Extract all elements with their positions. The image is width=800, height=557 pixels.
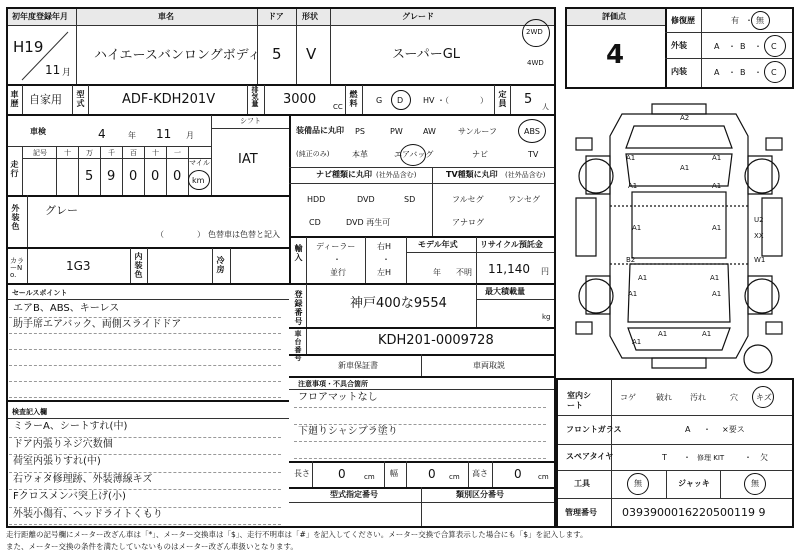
footer-line-2: また、メーター交換の条件を満たしていないものはメーター改ざん車扱いとなります。 bbox=[6, 542, 298, 551]
length: 0 bbox=[338, 467, 346, 481]
chassis: KDH201-0009728 bbox=[378, 333, 494, 348]
tv-label: TV種類に丸印 bbox=[446, 170, 498, 179]
glass-a: A bbox=[685, 425, 691, 434]
mileage-label: 走行 bbox=[10, 160, 19, 178]
displacement-label: 排気量 bbox=[251, 86, 259, 107]
inspector-label: 検査記入欄 bbox=[12, 408, 47, 416]
navi-cd: CD bbox=[309, 218, 321, 227]
color-note-open: （ bbox=[156, 230, 164, 239]
color-note: 色替車は色替と記入 bbox=[208, 230, 280, 239]
rating-label: 評価点 bbox=[602, 12, 626, 21]
color-no-label: カラーNo. bbox=[10, 257, 24, 279]
control-no: 0393900016220500119 9 bbox=[622, 506, 766, 519]
seat-stain: 汚れ bbox=[690, 393, 706, 402]
jack-label: ジャッキ bbox=[678, 479, 710, 488]
seat-scratch: キズ bbox=[756, 393, 772, 402]
digit-label: 万 bbox=[86, 149, 93, 157]
doors: 5 bbox=[272, 45, 282, 63]
drive-4wd: 4WD bbox=[527, 59, 544, 67]
equipment-label: 装備品に丸印 bbox=[296, 126, 344, 135]
equip-tv: TV bbox=[528, 150, 539, 159]
length-label: 長さ bbox=[294, 469, 310, 478]
door-label: ドア bbox=[268, 12, 284, 21]
fuel-g: G bbox=[376, 96, 383, 105]
wheel-rr bbox=[745, 279, 779, 313]
jack-value: 無 bbox=[751, 479, 759, 488]
rating-value: 4 bbox=[606, 40, 625, 70]
width: 0 bbox=[428, 467, 436, 481]
ext-dot2: ・ bbox=[754, 42, 762, 51]
fuel-d: D bbox=[397, 96, 404, 105]
fuel-label: 燃料 bbox=[349, 90, 358, 108]
recycle: 11,140 bbox=[488, 262, 530, 276]
damage-mark: A1 bbox=[628, 182, 638, 190]
equip-sunroof: サンルーフ bbox=[458, 127, 497, 136]
damage-mark: A1 bbox=[712, 182, 722, 190]
reg-month-unit: 月 bbox=[62, 68, 72, 78]
tool-value: 無 bbox=[634, 479, 642, 488]
manual: 車両取説 bbox=[473, 361, 505, 370]
footer-line-1: 走行距離の記号欄にメーター改ざん車は「*」、メーター交換車は「$」、走行不明車は「#」を記入してください。メーター交換で合算表示した場合にも「$」を記入します。 bbox=[6, 530, 588, 539]
ext-dot1: ・ bbox=[728, 42, 736, 51]
spare-wheel bbox=[744, 345, 772, 373]
damage-mark: A1 bbox=[712, 154, 722, 162]
damage-mark: A1 bbox=[712, 290, 722, 298]
digit-label: 一 bbox=[174, 149, 181, 157]
import-dealer: ディーラー bbox=[316, 242, 356, 251]
equipment-sub: (純正のみ) bbox=[296, 150, 330, 158]
glass-x: ×要ス bbox=[722, 425, 745, 434]
int-dot1: ・ bbox=[728, 68, 736, 77]
width-label: 幅 bbox=[390, 469, 398, 478]
sales-label: セールスポイント bbox=[12, 289, 68, 297]
shape: V bbox=[306, 45, 317, 63]
equip-abs: ABS bbox=[524, 127, 540, 136]
model-year-unit: 年 bbox=[433, 268, 441, 277]
spare-none: 欠 bbox=[760, 453, 768, 462]
inspection-label: 車検 bbox=[30, 127, 46, 136]
interior-label: 内装 bbox=[671, 67, 687, 76]
navi-label: ナビ種類に丸印 bbox=[316, 170, 372, 179]
fuel-close: ） bbox=[480, 96, 488, 105]
text-line: 助手席エアバック、両側スライドドア bbox=[13, 319, 182, 330]
spare-dot: ・ bbox=[683, 453, 691, 462]
text-line: 下廻りシャシブラ塗り bbox=[298, 426, 398, 437]
shape-label: 形状 bbox=[302, 12, 318, 21]
reg-month: 11 bbox=[45, 63, 61, 77]
capacity: 5 bbox=[524, 92, 533, 107]
text-line: フロアマットなし bbox=[298, 392, 378, 403]
wheel-fr bbox=[745, 159, 779, 193]
model-year-value: 不明 bbox=[456, 268, 472, 277]
displacement: 3000 bbox=[283, 92, 317, 107]
tool-label: 工具 bbox=[574, 479, 590, 488]
category-label: 類別区分番号 bbox=[456, 490, 504, 499]
ac-label: 冷房 bbox=[216, 256, 225, 274]
height-unit: cm bbox=[538, 473, 549, 481]
ext-color: グレー bbox=[45, 204, 78, 217]
reg-number: 神戸400な9554 bbox=[350, 296, 447, 311]
spare-label: スペアタイヤ bbox=[566, 452, 614, 461]
digit-label: 十 bbox=[152, 149, 159, 157]
damage-mark: A1 bbox=[680, 164, 690, 172]
text-line: 外装小傷有、ヘッドライトくもり bbox=[13, 508, 163, 520]
glass-dot: ・ bbox=[703, 425, 711, 434]
model-year-label: モデル年式 bbox=[418, 240, 458, 249]
navi-dvd-play: DVD 再生可 bbox=[346, 218, 391, 227]
damage-mark: W1 bbox=[754, 256, 766, 264]
ext-c: C bbox=[771, 42, 777, 51]
damage-mark: A1 bbox=[712, 224, 722, 232]
repair-dot: ・ bbox=[745, 16, 753, 25]
seat-hole: 穴 bbox=[730, 393, 738, 402]
navi-dvd: DVD bbox=[357, 195, 375, 204]
fuel-hv: HV ・（ bbox=[423, 96, 450, 105]
wheel-rl bbox=[579, 279, 613, 313]
seat-label: 室内シート bbox=[567, 391, 591, 410]
load-unit: kg bbox=[542, 313, 551, 321]
model: ADF-KDH201V bbox=[122, 92, 216, 107]
mileage-digit: 0 bbox=[173, 169, 182, 184]
load-label: 最大積載量 bbox=[485, 287, 525, 296]
ext-a: A bbox=[714, 42, 720, 51]
text-line: 荷室内張りすれ(中) bbox=[13, 456, 101, 467]
equip-navi: ナビ bbox=[472, 150, 488, 159]
int-dot2: ・ bbox=[754, 68, 762, 77]
color-note-close: ） bbox=[197, 230, 205, 239]
mileage-digit: 9 bbox=[107, 169, 116, 184]
repair-no: 無 bbox=[756, 16, 764, 25]
equip-ps: PS bbox=[355, 127, 365, 136]
type-label: 型式指定番号 bbox=[330, 490, 378, 499]
int-a: A bbox=[714, 68, 720, 77]
glass-label: フロントガラス bbox=[566, 425, 622, 434]
car-name: ハイエースバンロングボディ bbox=[94, 48, 261, 63]
inspection-month-unit: 月 bbox=[186, 131, 194, 140]
name-label: 車名 bbox=[158, 12, 174, 21]
import-parallel: 並行 bbox=[330, 268, 346, 277]
year-label: 初年度登録年月 bbox=[12, 12, 68, 21]
vehicle-damage-diagram bbox=[562, 96, 796, 378]
capacity-label: 定員 bbox=[498, 90, 507, 108]
navi-sub: (社外品含む) bbox=[376, 171, 417, 179]
model-label: 型式 bbox=[76, 90, 85, 108]
spare-repair: 修理 KIT bbox=[697, 454, 725, 462]
height: 0 bbox=[514, 467, 522, 481]
warranty: 新車保証書 bbox=[338, 361, 378, 370]
mileage-digit: 0 bbox=[129, 169, 138, 184]
damage-mark: A1 bbox=[628, 290, 638, 298]
text-line: 右ウォタ修理跡、外装薄線キズ bbox=[13, 473, 153, 485]
int-color-label: 内装色 bbox=[134, 252, 143, 279]
spare-dot2: ・ bbox=[744, 453, 752, 462]
chassis-label: 車台番号 bbox=[294, 330, 302, 362]
cc-unit: CC bbox=[333, 103, 343, 111]
length-unit: cm bbox=[364, 473, 375, 481]
damage-mark: A1 bbox=[658, 330, 668, 338]
damage-mark: B2 bbox=[626, 256, 636, 264]
wheel-fl bbox=[579, 159, 613, 193]
equip-pw: PW bbox=[390, 127, 403, 136]
tv-oneseg: ワンセグ bbox=[508, 195, 540, 204]
text-line: Fクロスメンバ突上げ(小) bbox=[13, 491, 126, 502]
km-label: km bbox=[192, 176, 205, 185]
mileage-digit: 0 bbox=[151, 169, 160, 184]
ext-b: B bbox=[740, 42, 746, 51]
damage-mark: A1 bbox=[632, 338, 642, 346]
width-unit: cm bbox=[449, 473, 460, 481]
import-label: 輸入 bbox=[294, 244, 303, 262]
grade: スーパーGL bbox=[392, 47, 461, 62]
tv-fullseg: フルセグ bbox=[452, 195, 484, 204]
inspection-month: 11 bbox=[156, 127, 172, 141]
import-rh: 右H bbox=[377, 242, 392, 251]
import-dot: ・ bbox=[333, 255, 341, 264]
inspection-year-unit: 年 bbox=[128, 131, 136, 140]
text-line: エアB、ABS、キーレス bbox=[13, 303, 120, 314]
height-label: 高さ bbox=[472, 469, 488, 478]
seat-tear: 破れ bbox=[656, 393, 672, 402]
damage-mark: A2 bbox=[680, 114, 690, 122]
shift-label: シフト bbox=[240, 117, 261, 125]
damage-mark: XX bbox=[754, 232, 764, 240]
symbol-label: 記号 bbox=[33, 149, 47, 157]
spare-t: T bbox=[662, 453, 667, 462]
int-c: C bbox=[771, 68, 777, 77]
color-no: 1G3 bbox=[66, 259, 91, 273]
navi-sd: SD bbox=[404, 195, 416, 204]
equip-aw: AW bbox=[423, 127, 436, 136]
era-year: H19 bbox=[13, 38, 44, 56]
tv-analog: アナログ bbox=[452, 218, 484, 227]
reg-label: 登録番号 bbox=[294, 290, 303, 326]
import-dot2: ・ bbox=[382, 255, 390, 264]
recycle-unit: 円 bbox=[541, 267, 549, 276]
capacity-unit: 人 bbox=[542, 103, 549, 111]
damage-mark: A1 bbox=[710, 274, 720, 282]
damage-mark: U2 bbox=[754, 216, 764, 224]
recycle-label: リサイクル預託金 bbox=[480, 240, 543, 249]
text-line: ミラーA、シートすれ(中) bbox=[13, 421, 128, 432]
shift: IAT bbox=[238, 152, 258, 167]
control-label: 管理番号 bbox=[565, 508, 597, 517]
equip-leather: 本革 bbox=[352, 150, 368, 159]
digit-label: 十 bbox=[64, 149, 71, 157]
text-line: ドア内張りネジ穴数個 bbox=[13, 438, 113, 450]
drive-2wd: 2WD bbox=[526, 28, 543, 36]
damage-mark: A1 bbox=[626, 154, 636, 162]
damage-mark: A1 bbox=[702, 330, 712, 338]
inspection-year: 4 bbox=[98, 127, 106, 141]
grade-label: グレード bbox=[402, 12, 434, 21]
tv-sub: (社外品含む) bbox=[505, 171, 546, 179]
damage-mark: A1 bbox=[632, 224, 642, 232]
damage-mark: A1 bbox=[638, 274, 648, 282]
equip-airbag: エアバッグ bbox=[394, 150, 434, 159]
mile-label: マイル bbox=[189, 159, 210, 167]
ext-color-label: 外装色 bbox=[11, 204, 20, 231]
exterior-label: 外装 bbox=[671, 41, 687, 50]
notes-label: 注意事項・不具合箇所 bbox=[298, 380, 368, 388]
int-b: B bbox=[740, 68, 746, 77]
navi-hdd: HDD bbox=[307, 195, 326, 204]
repair-label: 修復歴 bbox=[671, 16, 695, 25]
repair-yes: 有 bbox=[731, 16, 739, 25]
seat-burn: コゲ bbox=[620, 393, 636, 402]
digit-label: 千 bbox=[108, 149, 115, 157]
import-lh: 左H bbox=[377, 268, 392, 277]
usage: 自家用 bbox=[29, 93, 62, 106]
digit-label: 百 bbox=[130, 149, 137, 157]
mileage-digit: 5 bbox=[85, 169, 94, 184]
usage-label: 車歴 bbox=[10, 90, 19, 108]
